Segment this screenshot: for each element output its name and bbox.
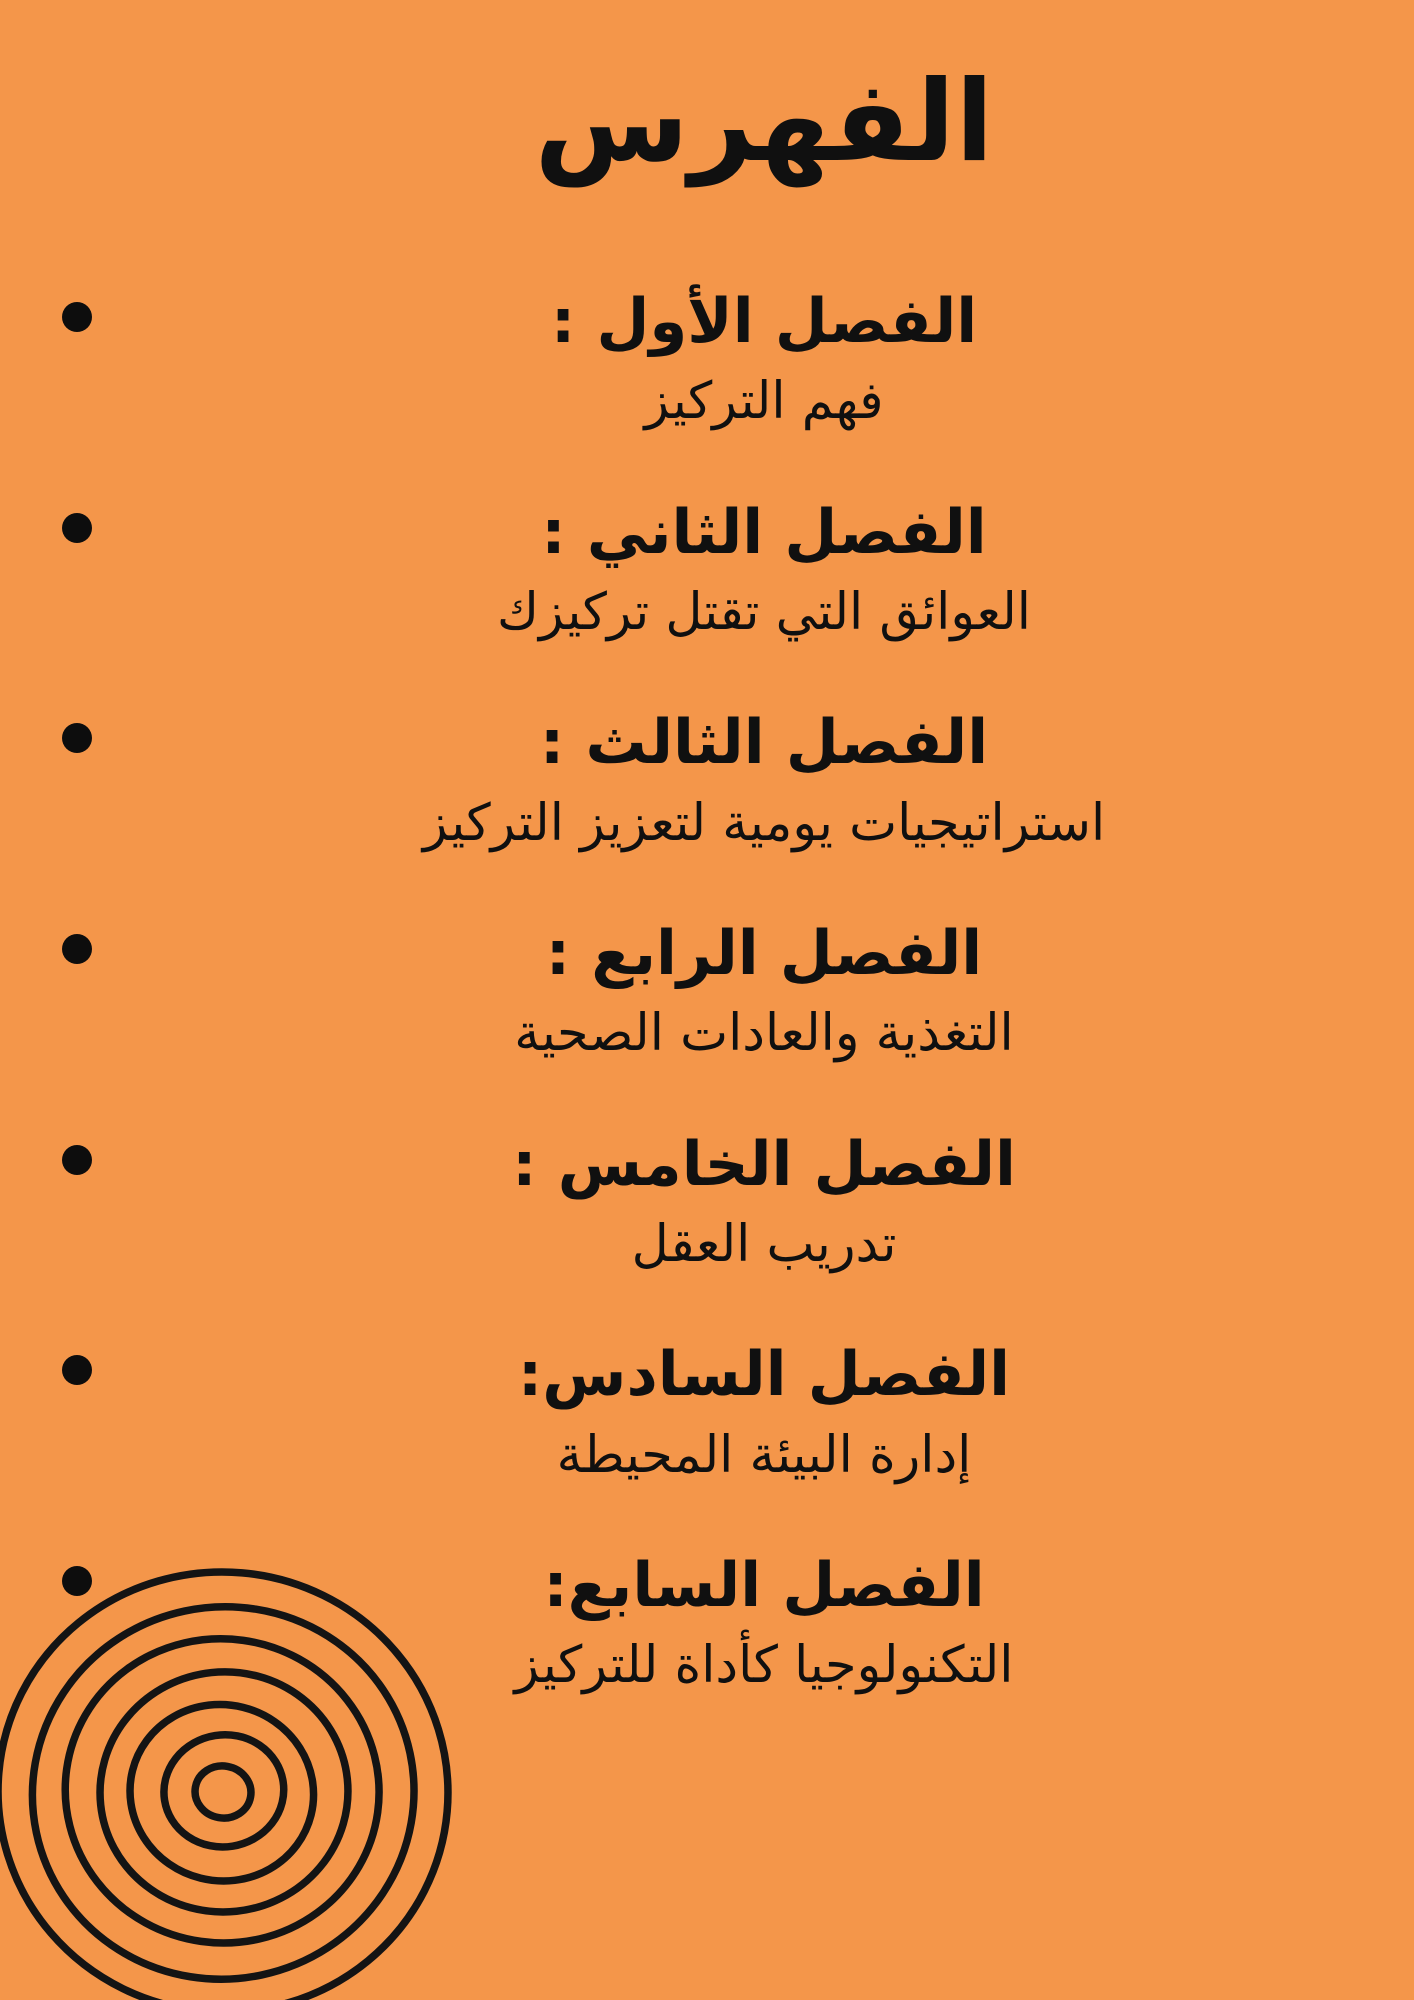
toc-item-chapter-7 (114, 1544, 1414, 1755)
chapter-subtitle: التكنولوجيا كأداة للتركيز (514, 1636, 1014, 1696)
toc-item-chapter-4 (114, 912, 1414, 1123)
chapter-subtitle: التغذية والعادات الصحية (514, 1004, 1014, 1064)
chapter-title: الفصل الخامس : (512, 1128, 1016, 1200)
chapter-subtitle: العوائق التي تقتل تركيزك (497, 582, 1031, 642)
chapter-title: الفصل السابع: (543, 1550, 985, 1622)
chapter-subtitle: تدريب العقل (631, 1214, 897, 1274)
toc-item-chapter-2 (114, 491, 1414, 702)
bullet-icon (62, 302, 92, 332)
bullet-icon (62, 1145, 92, 1175)
bullet-icon (62, 723, 92, 753)
toc-item-chapter-6 (114, 1333, 1414, 1544)
toc-item-chapter-1 (114, 280, 1414, 491)
chapter-subtitle: إدارة البيئة المحيطة (556, 1425, 972, 1485)
toc-item-chapter-5 (114, 1123, 1414, 1334)
chapter-title: الفصل الثاني : (541, 496, 987, 568)
chapter-title: الفصل الرابع : (545, 918, 983, 990)
chapter-subtitle: استراتيجيات يومية لتعزيز التركيز (422, 793, 1106, 853)
bullet-icon (62, 1355, 92, 1385)
chapter-title: الفصل الثالث : (539, 707, 989, 779)
bullet-icon (62, 513, 92, 543)
content-column (114, 52, 1414, 1755)
table-of-contents (114, 280, 1414, 1755)
chapter-title: الفصل الأول : (550, 286, 978, 357)
bullet-icon (62, 1566, 92, 1596)
chapter-title: الفصل السادس: (517, 1339, 1011, 1411)
toc-item-chapter-3 (114, 701, 1414, 912)
bullet-icon (62, 934, 92, 964)
chapter-subtitle: فهم التركيز (644, 372, 884, 432)
page-title: الفهرس (534, 57, 994, 187)
